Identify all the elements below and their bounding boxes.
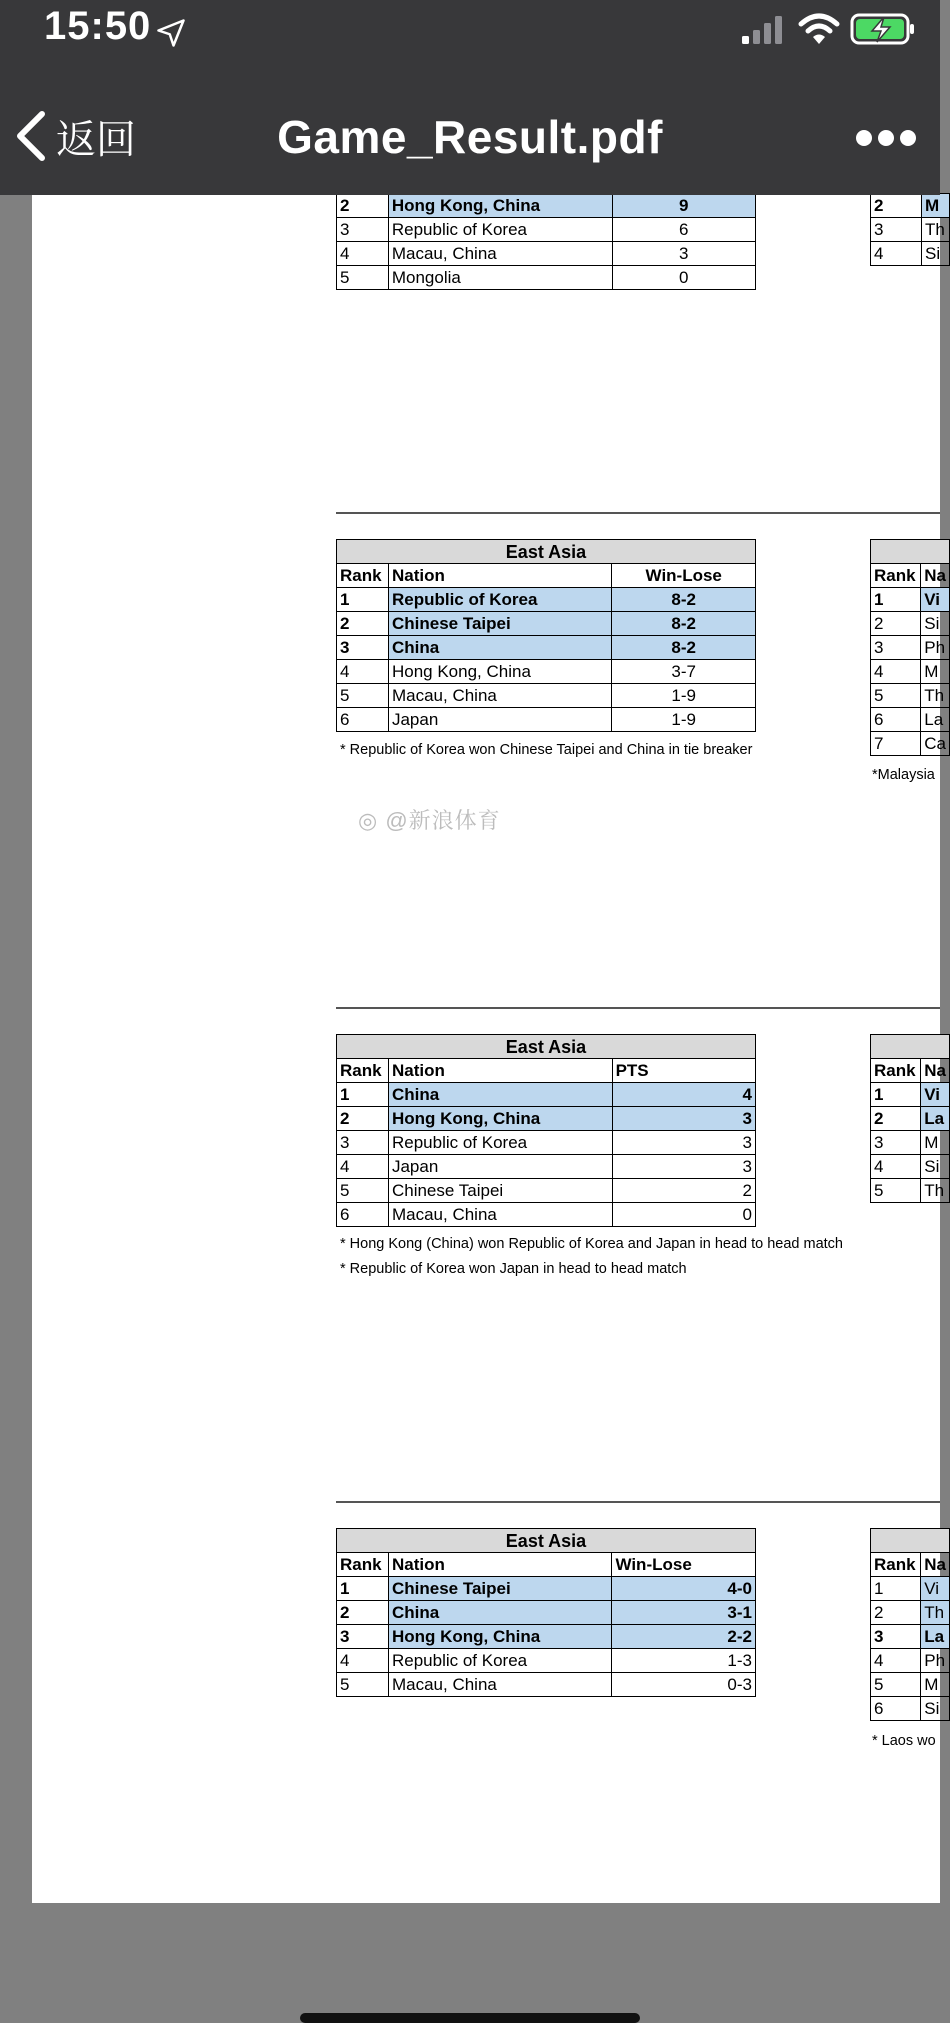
status-time: 15:50 xyxy=(44,4,152,48)
nation-cell: Th xyxy=(921,1601,950,1625)
column-header-row xyxy=(871,564,950,588)
nation-cell: La xyxy=(921,1625,950,1649)
column-header: Rank xyxy=(337,1553,389,1577)
value-cell: 2-2 xyxy=(612,1625,756,1649)
rank-cell: 4 xyxy=(871,660,921,684)
value-cell: 3 xyxy=(612,1131,755,1155)
nation-cell: Macau, China xyxy=(388,684,611,708)
battery-charging-icon xyxy=(850,12,916,46)
value-cell: 3 xyxy=(612,242,755,266)
table-row xyxy=(871,660,950,684)
value-cell: 2 xyxy=(612,1179,755,1203)
nation-cell: La xyxy=(921,708,950,732)
table-row xyxy=(871,1601,950,1625)
rank-cell: 5 xyxy=(337,1179,389,1203)
table-footnote: * Hong Kong (China) won Republic of Korea and Japan in head to head match xyxy=(340,1236,843,1252)
column-header: Na xyxy=(921,1553,950,1577)
watermark-text: @新浪体育 xyxy=(385,808,501,833)
table-row xyxy=(871,708,950,732)
rank-cell: 4 xyxy=(337,242,389,266)
rank-cell: 5 xyxy=(871,1673,921,1697)
column-header: Nation xyxy=(388,1059,612,1083)
column-header: Rank xyxy=(337,564,389,588)
rank-cell: 3 xyxy=(337,636,389,660)
column-header: Rank xyxy=(871,564,921,588)
value-cell: 0 xyxy=(612,1203,755,1227)
column-header: Na xyxy=(921,1059,950,1083)
table-row xyxy=(337,684,756,708)
value-cell: 4 xyxy=(612,1083,755,1107)
table-row xyxy=(337,1179,756,1203)
nation-cell: Hong Kong, China xyxy=(388,1625,611,1649)
rank-cell: 3 xyxy=(337,218,389,242)
table-row xyxy=(337,660,756,684)
rank-cell: 5 xyxy=(337,684,389,708)
column-header: Win-Lose xyxy=(612,1553,756,1577)
rank-cell: 1 xyxy=(871,1577,921,1601)
table-row xyxy=(871,1625,950,1649)
column-header-row xyxy=(871,1553,950,1577)
table-row xyxy=(871,1673,950,1697)
table-row xyxy=(337,1107,756,1131)
rank-cell: 3 xyxy=(871,1131,921,1155)
rank-cell: 6 xyxy=(871,708,921,732)
table-row xyxy=(337,636,756,660)
nation-cell: China xyxy=(388,636,611,660)
rank-cell: 2 xyxy=(337,1107,389,1131)
table-row xyxy=(337,266,756,290)
nation-cell: Si xyxy=(921,1697,950,1721)
table-header xyxy=(871,540,950,564)
value-cell: 3-1 xyxy=(612,1601,756,1625)
rank-cell: 1 xyxy=(337,1577,389,1601)
value-cell: 3 xyxy=(612,1155,755,1179)
table-row xyxy=(871,1649,950,1673)
nation-cell: Ca xyxy=(921,732,950,756)
value-cell: 6 xyxy=(612,218,755,242)
wifi-icon xyxy=(798,12,840,46)
rank-cell: 6 xyxy=(337,708,389,732)
table-footnote: *Malaysia xyxy=(872,767,935,783)
table-row xyxy=(337,1649,756,1673)
nation-cell: Si xyxy=(922,242,950,266)
more-options-button[interactable] xyxy=(856,130,916,150)
table-row xyxy=(337,1577,756,1601)
column-header: Rank xyxy=(871,1059,921,1083)
table-row xyxy=(337,588,756,612)
nation-cell: Vi xyxy=(921,588,950,612)
nation-cell: Vi xyxy=(921,1083,950,1107)
nation-cell: Si xyxy=(921,1155,950,1179)
rank-cell: 4 xyxy=(871,1155,921,1179)
table-row xyxy=(337,242,756,266)
home-indicator[interactable] xyxy=(300,2013,640,2023)
nation-cell: Hong Kong, China xyxy=(388,194,612,218)
table-row xyxy=(337,1601,756,1625)
column-header: Win-Lose xyxy=(612,564,756,588)
table-row xyxy=(871,1083,950,1107)
value-cell: 8-2 xyxy=(612,612,756,636)
rank-cell: 6 xyxy=(871,1697,921,1721)
rank-cell: 1 xyxy=(871,588,921,612)
nation-cell: Mongolia xyxy=(388,266,612,290)
value-cell: 4-0 xyxy=(612,1577,756,1601)
table-row xyxy=(871,636,950,660)
table-row xyxy=(871,1107,950,1131)
table-header xyxy=(871,1035,950,1059)
rank-cell: 6 xyxy=(337,1203,389,1227)
table-row xyxy=(871,1697,950,1721)
table-row xyxy=(337,1155,756,1179)
rank-cell: 3 xyxy=(337,1625,389,1649)
cellular-signal-icon xyxy=(742,16,786,44)
nation-cell: Chinese Taipei xyxy=(388,612,611,636)
nation-cell: Japan xyxy=(388,1155,612,1179)
column-header: Na xyxy=(921,564,950,588)
table-footnote: * Laos wo xyxy=(872,1733,936,1749)
nation-cell: M xyxy=(921,1673,950,1697)
nation-cell: Hong Kong, China xyxy=(388,1107,612,1131)
value-cell: 0 xyxy=(612,266,755,290)
table-row xyxy=(871,1155,950,1179)
rank-cell: 4 xyxy=(337,1649,389,1673)
rank-cell: 2 xyxy=(337,612,389,636)
column-header: Nation xyxy=(388,564,611,588)
rank-cell: 2 xyxy=(871,612,921,636)
nation-cell: La xyxy=(921,1107,950,1131)
results-table-2-right xyxy=(870,539,950,756)
nation-cell: Vi xyxy=(921,1577,950,1601)
location-arrow-icon xyxy=(156,18,186,48)
section-divider xyxy=(336,1007,940,1009)
value-cell: 8-2 xyxy=(612,636,756,660)
rank-cell: 2 xyxy=(871,194,922,218)
nation-cell: Ph xyxy=(921,1649,950,1673)
table-row xyxy=(337,1203,756,1227)
rank-cell: 2 xyxy=(871,1601,921,1625)
table-row xyxy=(871,732,950,756)
rank-cell: 4 xyxy=(337,1155,389,1179)
value-cell: 1-3 xyxy=(612,1649,756,1673)
column-header: PTS xyxy=(612,1059,755,1083)
nation-cell: Si xyxy=(921,612,950,636)
table-footnote: * Republic of Korea won Japan in head to head match xyxy=(340,1261,687,1277)
value-cell: 0-3 xyxy=(612,1673,756,1697)
nation-cell: Republic of Korea xyxy=(388,1131,612,1155)
table-row xyxy=(871,684,950,708)
results-table-top xyxy=(336,193,756,290)
rank-cell: 5 xyxy=(871,1179,921,1203)
table-header: East Asia xyxy=(337,1529,756,1553)
rank-cell: 1 xyxy=(337,1083,389,1107)
table-row xyxy=(871,218,950,242)
rank-cell: 2 xyxy=(871,1107,921,1131)
rank-cell: 3 xyxy=(871,636,921,660)
value-cell: 1-9 xyxy=(612,684,756,708)
table-row xyxy=(337,1625,756,1649)
rank-cell: 5 xyxy=(337,266,389,290)
table-row xyxy=(337,194,756,218)
results-table-3-right xyxy=(870,1034,950,1203)
table-row xyxy=(337,1673,756,1697)
nation-cell: M xyxy=(921,1131,950,1155)
rank-cell: 5 xyxy=(337,1673,389,1697)
value-cell: 3-7 xyxy=(612,660,756,684)
table-row xyxy=(337,612,756,636)
nation-cell: Ph xyxy=(921,636,950,660)
rank-cell: 1 xyxy=(337,588,389,612)
column-header-row xyxy=(871,1059,950,1083)
table-row xyxy=(871,612,950,636)
table-row xyxy=(337,218,756,242)
table-row xyxy=(337,1131,756,1155)
column-header: Rank xyxy=(337,1059,389,1083)
column-header-row xyxy=(337,1553,756,1577)
more-dot-icon xyxy=(856,130,872,146)
nation-cell: M xyxy=(922,194,950,218)
document-title: Game_Result.pdf xyxy=(277,111,663,163)
nation-cell: Hong Kong, China xyxy=(388,660,611,684)
nation-cell: Chinese Taipei xyxy=(388,1179,612,1203)
east-asia-table-3 xyxy=(336,1034,756,1227)
nation-cell: M xyxy=(921,660,950,684)
nation-cell: China xyxy=(388,1601,611,1625)
pdf-page[interactable] xyxy=(32,195,946,1903)
table-row xyxy=(337,708,756,732)
back-button-label: 返回 xyxy=(56,117,136,162)
east-asia-table-2 xyxy=(336,539,756,732)
value-cell: 3 xyxy=(612,1107,755,1131)
rank-cell: 2 xyxy=(337,194,389,218)
more-dot-icon xyxy=(878,130,894,146)
nation-cell: Th xyxy=(922,218,950,242)
table-row xyxy=(871,588,950,612)
nation-cell: China xyxy=(388,1083,612,1107)
table-footnote: * Republic of Korea won Chinese Taipei and China in tie breaker xyxy=(340,742,753,758)
nation-cell: Republic of Korea xyxy=(388,1649,611,1673)
nation-cell: Republic of Korea xyxy=(388,588,611,612)
nation-cell: Macau, China xyxy=(388,1673,611,1697)
value-cell: 1-9 xyxy=(612,708,756,732)
rank-cell: 4 xyxy=(337,660,389,684)
section-divider xyxy=(336,512,940,514)
rank-cell: 4 xyxy=(871,242,922,266)
value-cell: 8-2 xyxy=(612,588,756,612)
rank-cell: 2 xyxy=(337,1601,389,1625)
east-asia-table-4 xyxy=(336,1528,756,1697)
nation-cell: Chinese Taipei xyxy=(388,1577,611,1601)
rank-cell: 1 xyxy=(871,1083,921,1107)
rank-cell: 5 xyxy=(871,684,921,708)
rank-cell: 3 xyxy=(337,1131,389,1155)
results-table-top-right xyxy=(870,193,950,266)
section-divider xyxy=(336,1501,940,1503)
table-header: East Asia xyxy=(337,1035,756,1059)
table-row xyxy=(871,194,950,218)
table-row xyxy=(871,1131,950,1155)
watermark xyxy=(358,804,501,835)
column-header-row xyxy=(337,564,756,588)
nation-cell: Th xyxy=(921,1179,950,1203)
more-dot-icon xyxy=(900,130,916,146)
table-header xyxy=(871,1529,950,1553)
rank-cell: 3 xyxy=(871,218,922,242)
table-header: East Asia xyxy=(337,540,756,564)
table-row xyxy=(337,1083,756,1107)
top-navigation-bar xyxy=(0,0,940,195)
table-row xyxy=(871,1179,950,1203)
rank-cell: 7 xyxy=(871,732,921,756)
column-header-row xyxy=(337,1059,756,1083)
column-header: Rank xyxy=(871,1553,921,1577)
table-row xyxy=(871,242,950,266)
nation-cell: Macau, China xyxy=(388,1203,612,1227)
nation-cell: Japan xyxy=(388,708,611,732)
rank-cell: 4 xyxy=(871,1649,921,1673)
column-header: Nation xyxy=(388,1553,611,1577)
nation-cell: Th xyxy=(921,684,950,708)
value-cell: 9 xyxy=(612,194,755,218)
nation-cell: Macau, China xyxy=(388,242,612,266)
weibo-logo-icon: ◎ xyxy=(358,808,379,833)
rank-cell: 3 xyxy=(871,1625,921,1649)
results-table-4-right xyxy=(870,1528,950,1721)
nation-cell: Republic of Korea xyxy=(388,218,612,242)
table-row xyxy=(871,1577,950,1601)
